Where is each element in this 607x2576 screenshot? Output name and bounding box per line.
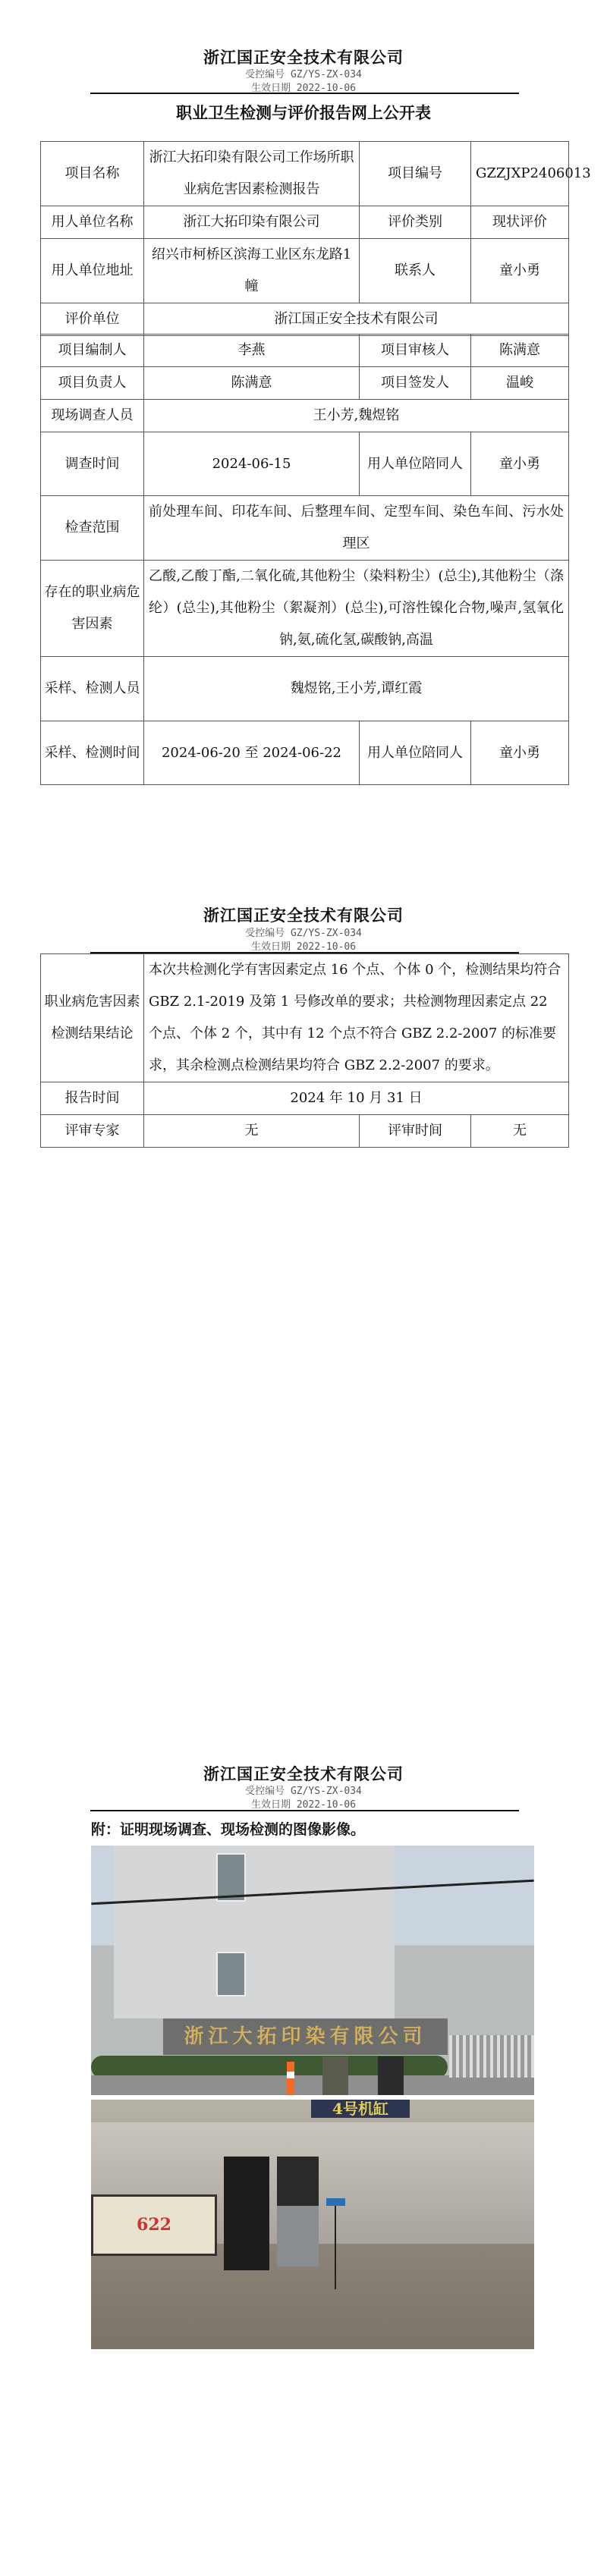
cell-label: 评价单位 — [41, 303, 144, 336]
cell-value: 王小芳,魏煜铭 — [144, 400, 569, 432]
conclusion-text: 本次共检测化学有害因素定点 16 个点、个体 0 个，检测结果均符合 GBZ 2.1-2019 及第 1 号修改单的要求；共检测物理因素定点 22 个点、个体 2 个，其中有 12 个点不符合 GBZ 2.2-2007 的标准要求，其余检测点检测结果均符合 GBZ 2.2-2007 的要求。 — [144, 954, 569, 1082]
table-row — [41, 142, 569, 206]
cell-value: 2024-06-15 — [144, 432, 360, 496]
person — [224, 2157, 269, 2270]
page-title: 职业卫生检测与评价报告网上公开表 — [176, 103, 431, 122]
cell-label: 存在的职业病危害因素 — [41, 561, 144, 657]
cell-label: 项目签发人 — [360, 367, 471, 400]
control-number: 受控编号 GZ/YS-ZX-034 — [245, 928, 362, 939]
table-row — [41, 367, 569, 400]
table-row — [41, 561, 569, 657]
cell-value: 2024-06-20 至 2024-06-22 — [144, 721, 360, 785]
cell-label: 用人单位名称 — [41, 206, 144, 239]
cell-value: 现状评价 — [471, 206, 569, 239]
cell-value: 李燕 — [144, 335, 360, 367]
detector-instrument — [326, 2198, 345, 2206]
control-number: 受控编号 GZ/YS-ZX-034 — [245, 1786, 362, 1797]
effective-date: 生效日期 2022-10-06 — [250, 941, 357, 953]
cart-number: 622 — [91, 2194, 217, 2256]
cell-value: 陈满意 — [471, 335, 569, 367]
company-name: 浙江国正安全技术有限公司 — [203, 1764, 404, 1783]
cell-label: 报告时间 — [41, 1082, 144, 1115]
conclusion-table — [40, 953, 569, 1148]
company-name: 浙江国正安全技术有限公司 — [203, 48, 404, 67]
cell-value: 童小勇 — [471, 239, 569, 303]
company-name: 浙江国正安全技术有限公司 — [203, 906, 404, 925]
cell-label: 用人单位地址 — [41, 239, 144, 303]
site-survey-photo — [91, 1846, 534, 2095]
report-disclosure-table — [40, 141, 591, 336]
effective-date: 生效日期 2022-10-06 — [250, 1799, 357, 1811]
cell-label: 项目编号 — [360, 142, 471, 206]
cell-label: 项目名称 — [41, 142, 144, 206]
attachment-note: 附：证明现场调查、现场检测的图像影像。 — [91, 1821, 366, 1838]
table-row — [41, 400, 569, 432]
table-row — [41, 432, 569, 496]
table-row — [41, 303, 569, 336]
cell-value: 绍兴市柯桥区滨海工业区东龙路1幢 — [144, 239, 360, 303]
table-row — [41, 954, 569, 1082]
cell-label: 联系人 — [360, 239, 471, 303]
cell-label: 用人单位陪同人 — [360, 432, 471, 496]
cell-value: 浙江大拓印染有限公司 — [144, 206, 360, 239]
table-row — [41, 721, 569, 785]
table-row — [41, 496, 569, 561]
report-disclosure-table-continued — [40, 334, 569, 785]
machine-sign: 4号机缸 — [311, 2100, 410, 2118]
cell-label: 评价类别 — [360, 206, 471, 239]
cell-value: 无 — [471, 1115, 569, 1148]
cell-value: 陈满意 — [144, 367, 360, 400]
cell-value: 温峻 — [471, 367, 569, 400]
cell-label: 现场调查人员 — [41, 400, 144, 432]
header-divider — [90, 93, 519, 94]
cell-value: 乙酸,乙酸丁酯,二氧化硫,其他粉尘（染料粉尘）(总尘),其他粉尘（涤纶）(总尘),其他粉尘（絮凝剂）(总尘),可溶性镍化合物,噪声,氢氧化钠,氨,硫化氢,碳酸钠,高温 — [144, 561, 569, 657]
cell-label: 项目编制人 — [41, 335, 144, 367]
cell-label: 调查时间 — [41, 432, 144, 496]
cell-label: 评审时间 — [360, 1115, 471, 1148]
cell-value: 浙江大拓印染有限公司工作场所职业病危害因素检测报告 — [144, 142, 360, 206]
cell-value: GZZJXP2406013 — [471, 142, 569, 206]
cell-value: 浙江国正安全技术有限公司 — [144, 303, 569, 336]
table-row — [41, 657, 569, 721]
cell-value: 2024 年 10 月 31 日 — [144, 1082, 569, 1115]
effective-date: 生效日期 2022-10-06 — [250, 83, 357, 94]
cell-value: 前处理车间、印花车间、后整理车间、定型车间、染色车间、污水处理区 — [144, 496, 569, 561]
company-sign: 浙江大拓印染有限公司 — [163, 2018, 448, 2055]
cell-label: 评审专家 — [41, 1115, 144, 1148]
cell-value: 童小勇 — [471, 432, 569, 496]
cell-value: 魏煜铭,王小芳,谭红霞 — [144, 657, 569, 721]
person — [378, 2056, 404, 2095]
site-testing-photo — [91, 2100, 534, 2349]
table-row — [41, 1082, 569, 1115]
table-row — [41, 206, 569, 239]
person — [277, 2157, 319, 2267]
cell-label: 项目审核人 — [360, 335, 471, 367]
person — [322, 2056, 348, 2095]
cell-label: 检查范围 — [41, 496, 144, 561]
header-divider — [90, 1810, 519, 1811]
cell-label: 用人单位陪同人 — [360, 721, 471, 785]
cell-label: 采样、检测时间 — [41, 721, 144, 785]
table-row — [41, 1115, 569, 1148]
cell-label: 采样、检测人员 — [41, 657, 144, 721]
table-row — [41, 239, 569, 303]
control-number: 受控编号 GZ/YS-ZX-034 — [245, 69, 362, 80]
cell-label: 项目负责人 — [41, 367, 144, 400]
traffic-cone — [287, 2062, 294, 2095]
table-row — [41, 335, 569, 367]
cell-value: 童小勇 — [471, 721, 569, 785]
cell-value: 无 — [144, 1115, 360, 1148]
tripod — [335, 2206, 336, 2289]
cell-label: 职业病危害因素检测结果结论 — [41, 954, 144, 1082]
